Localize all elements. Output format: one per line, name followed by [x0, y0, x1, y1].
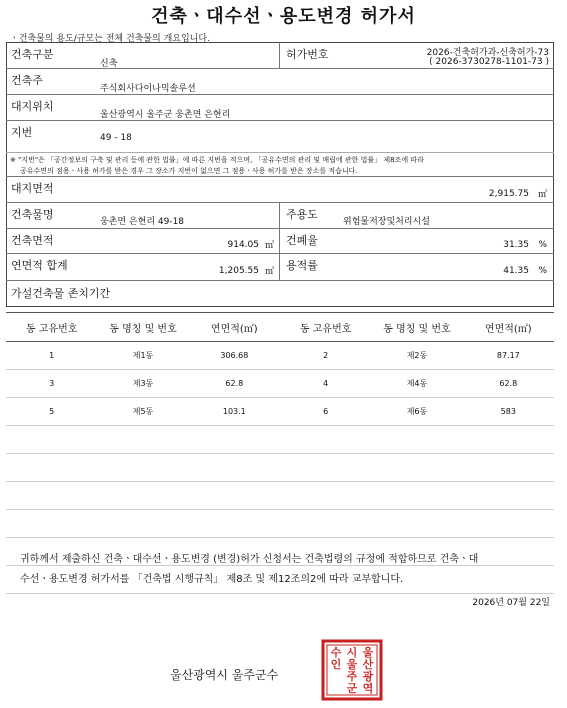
total-area-value: 1,205.55 [218, 266, 259, 276]
table-cell: 62.8 [463, 370, 554, 398]
divider [6, 202, 554, 203]
building-name-label: 건축물명 [11, 208, 54, 221]
land-area-value: 2,915.75 [488, 189, 529, 199]
coverage-unit: % [538, 240, 547, 250]
empty-table-row [6, 426, 554, 454]
empty-table-row [6, 454, 554, 482]
main-use-label: 주용도 [286, 208, 318, 221]
building-area-value: 914.05 [227, 240, 259, 250]
issuer-name: 울산광역시 울주군수 [170, 668, 279, 682]
table-cell: 제4동 [371, 370, 462, 398]
permit-no-code: ( 2026-3730278-1101-73 ) [429, 57, 549, 67]
divider [6, 94, 554, 95]
divider [6, 280, 554, 281]
divider [6, 176, 554, 177]
table-cell: 제6동 [371, 398, 462, 426]
building-name-value: 웅촌면 은현리 49-18 [100, 217, 185, 227]
site-label: 대지위치 [11, 100, 54, 113]
lot-note-line2: 공유수면의 점용ㆍ사용 허가를 받은 경우 그 장소가 지번이 없으면 그 점용ㆍ사용 허가를 받은 장소를 적습니다. [20, 167, 358, 175]
table-cell: 5 [6, 398, 97, 426]
main-use-value: 위험물저장및처리시설 [343, 217, 430, 227]
divider [6, 68, 554, 69]
total-area-label: 연면적 합계 [11, 259, 68, 272]
table-cell: 2 [280, 342, 371, 370]
divider [6, 253, 554, 254]
far-label: 용적률 [286, 259, 318, 272]
seal-glyph: 광 [362, 670, 374, 683]
table-cell: 제5동 [97, 398, 188, 426]
table-cell: 제1동 [97, 342, 188, 370]
table-cell: 583 [463, 398, 554, 426]
table-cell: 제2동 [371, 342, 462, 370]
table-cell: 306.68 [189, 342, 280, 370]
lot-note-line1: ※ "지번"은 「공간정보의 구축 및 관리 등에 관한 법률」에 따른 지번을 적으며, 「공유수면의 관리 및 매립에 관한 법률」 제8조에 따라 [10, 156, 424, 164]
table-cell: 제3동 [97, 370, 188, 398]
column-header: 동 명칭 및 번호 [97, 313, 188, 342]
official-seal-stamp [320, 638, 384, 702]
empty-table-row [6, 510, 554, 538]
coverage-value: 31.35 [503, 240, 529, 250]
issuance-statement [20, 550, 540, 590]
issue-date: 2026년 07월 22일 [472, 598, 550, 608]
seal-glyph: 역 [362, 682, 374, 695]
seal-glyph: 울 [362, 646, 374, 659]
statement-line: 귀하께서 제출하신 건축ㆍ대수선ㆍ용도변경 (변경)허가 신청서는 건축법령의 규정에 적합하므로 건축ㆍ대 [20, 554, 479, 565]
column-header: 동 고유번호 [6, 313, 97, 342]
category-value: 신축 [100, 59, 118, 69]
divider [6, 120, 554, 121]
building-area-label: 건축면적 [11, 234, 54, 247]
lot-value: 49 - 18 [100, 133, 132, 143]
table-cell: 3 [6, 370, 97, 398]
table-row [6, 370, 554, 398]
seal-glyph: 울 [346, 658, 358, 671]
empty-table-row [6, 482, 554, 510]
category-label: 건축구분 [11, 48, 54, 61]
coverage-label: 건폐율 [286, 234, 318, 247]
table-cell: 1 [6, 342, 97, 370]
table-header-row [6, 313, 554, 342]
total-area-unit: ㎡ [264, 267, 274, 277]
table-cell: 62.8 [189, 370, 280, 398]
temporary-building-period-label: 가설건축물 존치기간 [11, 287, 111, 300]
land-area-unit: ㎡ [537, 190, 547, 200]
site-value: 울산광역시 울주군 웅촌면 은현리 [100, 110, 231, 120]
table-cell: 4 [280, 370, 371, 398]
table-row [6, 342, 554, 370]
column-header: 동 명칭 및 번호 [371, 313, 462, 342]
permit-no-label: 허가번호 [286, 48, 329, 61]
divider [279, 42, 280, 68]
column-header: 연면적(㎡) [189, 313, 280, 342]
column-header: 동 고유번호 [280, 313, 371, 342]
column-header: 연면적(㎡) [463, 313, 554, 342]
seal-glyph: 주 [346, 670, 358, 683]
divider [6, 228, 554, 229]
permit-no-value: 2026-건축허가과-신축허가-73 [426, 48, 549, 58]
seal-glyph: 시 [346, 646, 358, 659]
divider [279, 202, 280, 280]
overview-note: ㆍ건축물의 용도/규모는 전체 건축물의 개요입니다. [10, 34, 210, 44]
table-cell: 6 [280, 398, 371, 426]
seal-glyph: 산 [362, 658, 374, 671]
document-title: 건축ㆍ대수선ㆍ용도변경 허가서 [151, 6, 416, 27]
table-cell: 103.1 [189, 398, 280, 426]
seal-glyph: 수 [330, 646, 342, 659]
lot-label: 지번 [11, 126, 33, 139]
land-area-label: 대지면적 [11, 182, 54, 195]
table-cell: 87.17 [463, 342, 554, 370]
statement-line: 수선ㆍ용도변경 허가서를 「건축법 시행규칙」 제8조 및 제12조의2에 따라 교부합니다. [20, 574, 404, 585]
seal-glyph: 군 [346, 682, 358, 695]
table-row [6, 398, 554, 426]
far-value: 41.35 [503, 266, 529, 276]
far-unit: % [538, 266, 547, 276]
building-area-unit: ㎡ [264, 241, 274, 251]
seal-glyph: 인 [330, 658, 342, 671]
owner-label: 건축주 [11, 74, 43, 87]
owner-value: 주식회사다이나믹솔루션 [100, 84, 196, 94]
divider [6, 152, 554, 153]
